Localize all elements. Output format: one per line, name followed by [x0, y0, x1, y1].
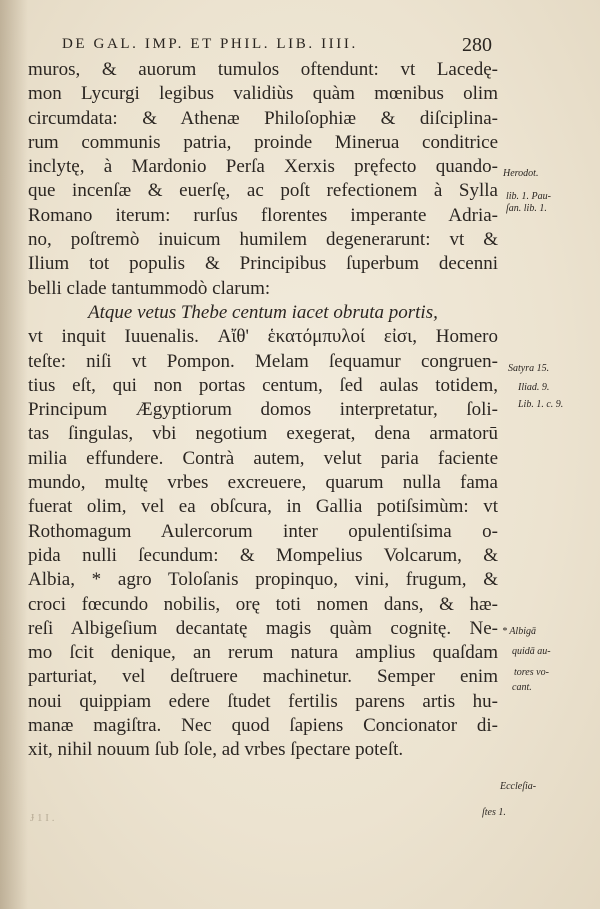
text-line: inclytę, à Mardonio Perſa Xerxis pręfecto quando-: [28, 156, 498, 178]
text-line: tius eſt, qui non portas centum, ſed aulas totidem,: [28, 374, 498, 396]
text-line: reſi Albigeſium decantatę magis quàm cognitę. Ne-: [28, 617, 498, 639]
text-line: pida nulli ſecundum: & Mompelius Volcarum, &: [28, 544, 498, 566]
text-line: fuerat olim, vel ea obſcura, in Gallia potiſsimùm: vt: [28, 496, 498, 518]
margin-note-satyra: Satyra 15.: [508, 363, 550, 374]
text-line: belli clade tantummodò clarum:: [28, 277, 271, 299]
margin-note-albiga: quidā au-: [512, 646, 551, 657]
margin-note-ecclesiastes: Eccleſia-: [500, 781, 537, 792]
verse-quote: Atque vetus Thebe centum iacet obruta portis,: [88, 301, 438, 323]
margin-note-ecclesiastes: ſtes 1.: [482, 807, 506, 818]
main-text: [28, 58, 498, 763]
text-line: noui quippiam edere ſtudet fertilis parens artis hu-: [28, 690, 498, 712]
text-line: circumdata: & Athenæ Philoſophiæ & diſciplina-: [28, 107, 498, 129]
margin-note-albiga: cant.: [512, 682, 532, 693]
text-line: Romano iterum: rurſus florentes imperante Adria-: [28, 204, 498, 226]
text-line: teſte: niſi vt Pompon. Melam ſequamur congruen-: [28, 350, 498, 372]
text-line: manæ magiſtra. Nec quod ſapiens Concionator di-: [28, 715, 498, 737]
margin-note-pausanias: lib. 1. Pau-: [506, 191, 551, 202]
gutter-shadow: [0, 0, 28, 909]
text-line: Rothomagum Aulercorum inter opulentiſsima o-: [28, 520, 498, 542]
margin-note-herodot: Herodot.: [503, 168, 539, 179]
text-line: que incenſæ & euerſę, ac poſt refectionem à Sylla: [28, 180, 498, 202]
text-line: Principum Ægyptiorum domos interpretatur, ſoli-: [28, 399, 498, 421]
text-line: mo ſcit denique, an rerum natura amplius quaſdam: [28, 642, 498, 664]
text-line: Ilium tot populis & Principibus ſuperbum decenni: [28, 253, 498, 275]
text-line: milia effundere. Contrà autem, velut paria faciente: [28, 447, 498, 469]
text-line: xit, nihil nouum ſub ſole, ad vrbes ſpectare poteſt.: [28, 739, 404, 761]
text-line: tas ſingulas, vbi negotium exegerat, dena armatorū: [28, 423, 498, 445]
margin-note-pausanias: ſan. lib. 1.: [506, 203, 547, 214]
text-line: parturiat, vel deſtruere machinetur. Semper enim: [28, 666, 498, 688]
text-line: croci fœcundo nobilis, orę toti nomen dans, & hæ-: [28, 593, 498, 615]
text-line: rum communis patria, proinde Minerua conditrice: [28, 131, 498, 153]
margin-note-albiga: * Albigā: [502, 626, 536, 637]
text-line: Albia, * agro Toloſanis propinquo, vini, frugum, &: [28, 569, 498, 591]
text-line: muros, & auorum tumulos oftendunt: vt Lacedę-: [28, 59, 498, 80]
bleed-through-mark: Ɉ 1 I .: [30, 812, 55, 824]
text-line: mundo, multę vrbes excreuere, quarum nulla fama: [28, 472, 498, 494]
text-line: vt inquit Iuuenalis. Αἴθ' ἑκατόμπυλοί εἰσι, Homero: [28, 326, 498, 348]
running-head: DE GAL. IMP. ET PHIL. LIB. IIII.: [62, 36, 358, 52]
text-line: mon Lycurgi legibus validiùs quàm mœnibus olim: [28, 83, 498, 105]
margin-note-albiga: tores vo-: [514, 667, 549, 678]
page-number: 280: [462, 34, 492, 56]
margin-note-iliad: Lib. 1. c. 9.: [518, 399, 564, 410]
text-line: no, poſtremò inuicum humilem degenerarunt: vt &: [28, 229, 498, 251]
margin-note-iliad: Iliad. 9.: [518, 382, 550, 393]
